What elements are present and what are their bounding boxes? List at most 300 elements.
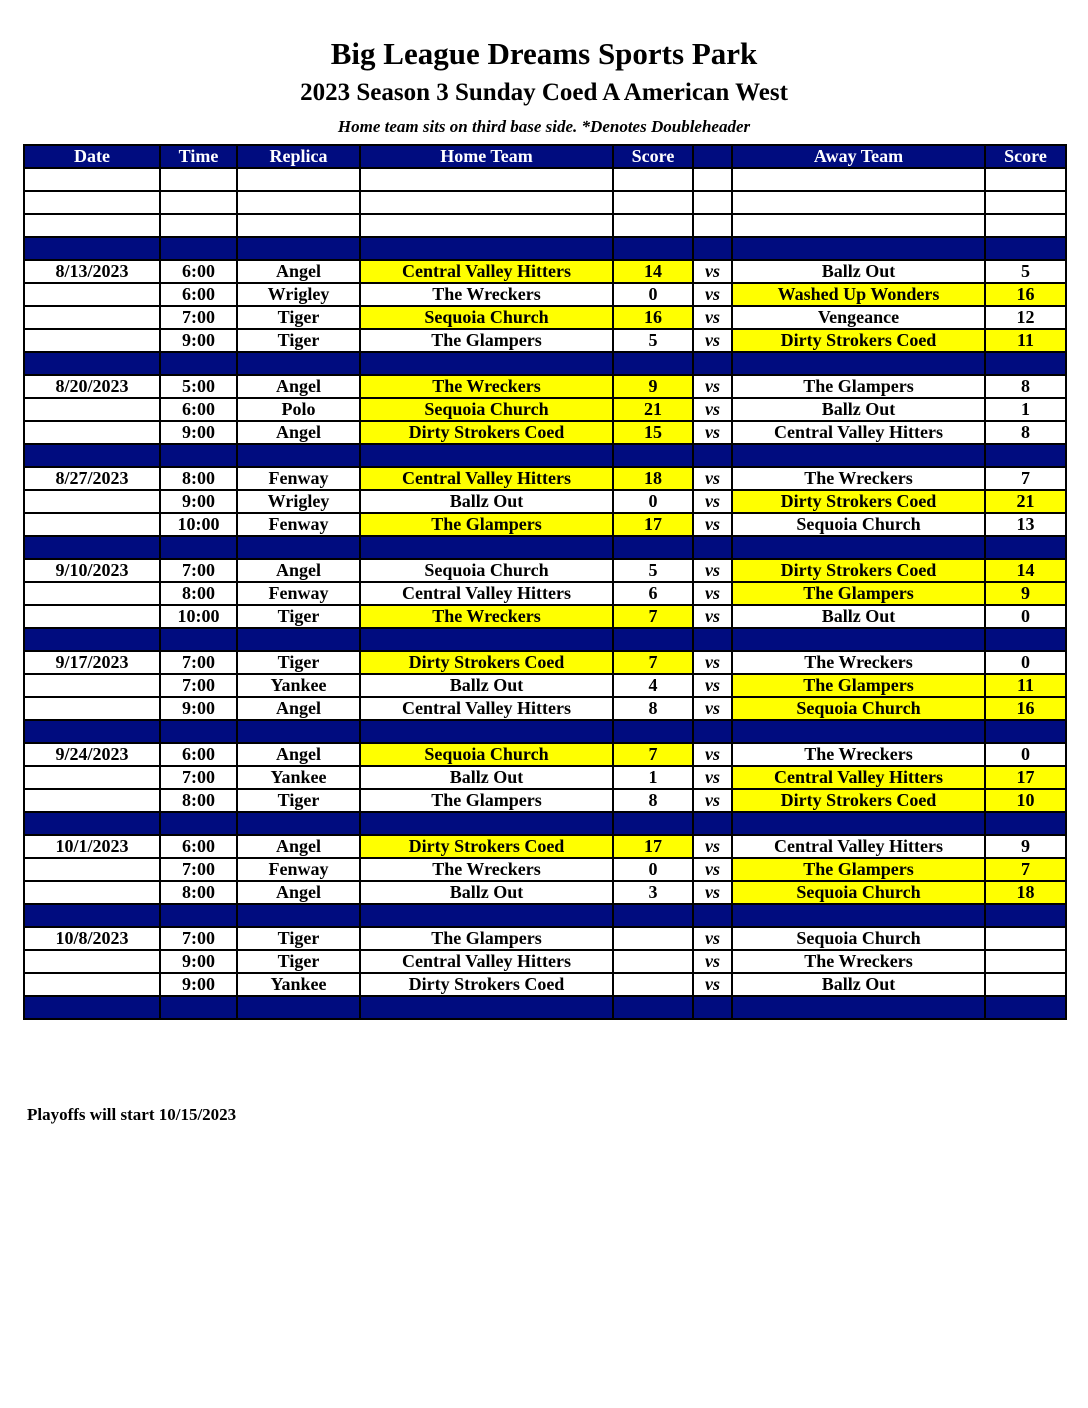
home-team: The Glampers [360, 789, 613, 812]
game-row [24, 835, 1066, 858]
home-score: 0 [613, 490, 693, 513]
col-header-date: Date [24, 145, 160, 168]
game-date [24, 605, 160, 628]
empty-cell [160, 444, 237, 467]
home-team: Ballz Out [360, 674, 613, 697]
empty-cell [360, 191, 613, 214]
vs-label: vs [693, 559, 732, 582]
empty-cell [24, 352, 160, 375]
game-row [24, 950, 1066, 973]
vs-label: vs [693, 283, 732, 306]
home-team: Sequoia Church [360, 743, 613, 766]
away-team: The Glampers [732, 858, 985, 881]
empty-cell [237, 237, 360, 260]
empty-cell [732, 214, 985, 237]
away-team: Sequoia Church [732, 513, 985, 536]
home-score: 15 [613, 421, 693, 444]
empty-cell [985, 191, 1066, 214]
empty-cell [237, 628, 360, 651]
home-score: 14 [613, 260, 693, 283]
empty-cell [237, 352, 360, 375]
away-score: 12 [985, 306, 1066, 329]
empty-cell [985, 237, 1066, 260]
vs-label: vs [693, 329, 732, 352]
empty-row [24, 191, 1066, 214]
home-score: 8 [613, 789, 693, 812]
col-header-vs [693, 145, 732, 168]
empty-cell [693, 996, 732, 1019]
page-title: Big League Dreams Sports Park [330, 36, 758, 71]
game-date [24, 973, 160, 996]
vs-label: vs [693, 651, 732, 674]
home-team: Central Valley Hitters [360, 260, 613, 283]
game-date [24, 674, 160, 697]
empty-cell [24, 444, 160, 467]
game-field: Angel [237, 260, 360, 283]
empty-cell [613, 444, 693, 467]
game-row [24, 858, 1066, 881]
empty-cell [693, 191, 732, 214]
home-score: 1 [613, 766, 693, 789]
home-score: 0 [613, 283, 693, 306]
empty-cell [985, 628, 1066, 651]
away-score: 18 [985, 881, 1066, 904]
game-date: 10/1/2023 [24, 835, 160, 858]
game-date [24, 697, 160, 720]
home-team: The Wreckers [360, 858, 613, 881]
game-row [24, 582, 1066, 605]
home-team: Central Valley Hitters [360, 950, 613, 973]
empty-cell [613, 536, 693, 559]
game-date: 10/8/2023 [24, 927, 160, 950]
empty-cell [732, 352, 985, 375]
game-row [24, 789, 1066, 812]
home-team: The Wreckers [360, 605, 613, 628]
empty-cell [360, 812, 613, 835]
away-score: 16 [985, 697, 1066, 720]
game-time: 7:00 [160, 927, 237, 950]
game-field: Fenway [237, 858, 360, 881]
game-date [24, 766, 160, 789]
away-score [985, 973, 1066, 996]
game-field: Angel [237, 743, 360, 766]
empty-cell [160, 214, 237, 237]
game-date: 9/17/2023 [24, 651, 160, 674]
empty-cell [693, 444, 732, 467]
empty-cell [985, 168, 1066, 191]
away-team: Central Valley Hitters [732, 835, 985, 858]
empty-cell [237, 720, 360, 743]
game-row [24, 467, 1066, 490]
separator-band [24, 904, 1066, 927]
empty-cell [732, 628, 985, 651]
home-team: The Wreckers [360, 283, 613, 306]
away-team: Sequoia Church [732, 927, 985, 950]
game-date [24, 398, 160, 421]
playoffs-note: Playoffs will start 10/15/2023 [27, 1105, 237, 1124]
game-date [24, 950, 160, 973]
empty-cell [160, 191, 237, 214]
away-score: 8 [985, 375, 1066, 398]
game-field: Tiger [237, 789, 360, 812]
game-field: Tiger [237, 306, 360, 329]
away-team: Dirty Strokers Coed [732, 490, 985, 513]
game-date [24, 329, 160, 352]
empty-cell [693, 536, 732, 559]
away-team: Ballz Out [732, 398, 985, 421]
game-time: 9:00 [160, 973, 237, 996]
game-field: Fenway [237, 582, 360, 605]
home-team: Central Valley Hitters [360, 697, 613, 720]
home-team: Dirty Strokers Coed [360, 421, 613, 444]
home-score: 16 [613, 306, 693, 329]
empty-cell [732, 168, 985, 191]
empty-cell [160, 237, 237, 260]
empty-cell [732, 536, 985, 559]
game-time: 6:00 [160, 398, 237, 421]
schedule-body [24, 168, 1066, 1019]
empty-cell [24, 812, 160, 835]
empty-cell [237, 812, 360, 835]
empty-cell [160, 720, 237, 743]
vs-label: vs [693, 881, 732, 904]
home-team: The Glampers [360, 513, 613, 536]
away-team: The Wreckers [732, 950, 985, 973]
empty-cell [237, 214, 360, 237]
away-team: Ballz Out [732, 605, 985, 628]
home-team: Ballz Out [360, 881, 613, 904]
empty-cell [613, 237, 693, 260]
empty-cell [160, 996, 237, 1019]
home-team: Dirty Strokers Coed [360, 835, 613, 858]
game-row [24, 651, 1066, 674]
empty-cell [732, 444, 985, 467]
empty-cell [613, 191, 693, 214]
away-score: 16 [985, 283, 1066, 306]
empty-cell [693, 628, 732, 651]
game-field: Angel [237, 375, 360, 398]
empty-cell [732, 191, 985, 214]
empty-cell [985, 352, 1066, 375]
game-row [24, 674, 1066, 697]
home-team: The Glampers [360, 329, 613, 352]
home-team: Sequoia Church [360, 306, 613, 329]
home-score: 18 [613, 467, 693, 490]
empty-cell [693, 352, 732, 375]
home-team: Central Valley Hitters [360, 582, 613, 605]
empty-cell [985, 812, 1066, 835]
game-row [24, 927, 1066, 950]
away-team: Washed Up Wonders [732, 283, 985, 306]
empty-cell [160, 812, 237, 835]
empty-cell [360, 444, 613, 467]
away-score [985, 950, 1066, 973]
game-date [24, 283, 160, 306]
vs-label: vs [693, 743, 732, 766]
vs-label: vs [693, 375, 732, 398]
home-score: 8 [613, 697, 693, 720]
away-team: The Glampers [732, 375, 985, 398]
game-field: Yankee [237, 674, 360, 697]
game-field: Tiger [237, 651, 360, 674]
game-time: 9:00 [160, 950, 237, 973]
schedule-table [23, 144, 1067, 1020]
home-team: Ballz Out [360, 766, 613, 789]
empty-cell [985, 214, 1066, 237]
separator-band [24, 536, 1066, 559]
game-time: 7:00 [160, 766, 237, 789]
home-team: The Glampers [360, 927, 613, 950]
game-date [24, 421, 160, 444]
vs-label: vs [693, 697, 732, 720]
game-row [24, 490, 1066, 513]
game-time: 7:00 [160, 651, 237, 674]
empty-cell [24, 904, 160, 927]
home-team: Sequoia Church [360, 559, 613, 582]
vs-label: vs [693, 858, 732, 881]
empty-cell [237, 904, 360, 927]
empty-cell [360, 720, 613, 743]
game-row [24, 421, 1066, 444]
game-time: 10:00 [160, 513, 237, 536]
vs-label: vs [693, 835, 732, 858]
home-team: Dirty Strokers Coed [360, 973, 613, 996]
game-row [24, 306, 1066, 329]
game-time: 9:00 [160, 697, 237, 720]
empty-cell [360, 996, 613, 1019]
empty-cell [24, 720, 160, 743]
home-score: 17 [613, 513, 693, 536]
separator-band [24, 996, 1066, 1019]
vs-label: vs [693, 605, 732, 628]
empty-cell [732, 237, 985, 260]
separator-band [24, 628, 1066, 651]
game-date [24, 789, 160, 812]
away-score: 14 [985, 559, 1066, 582]
empty-cell [360, 536, 613, 559]
separator-band [24, 237, 1066, 260]
home-score: 0 [613, 858, 693, 881]
empty-cell [160, 352, 237, 375]
away-team: The Glampers [732, 674, 985, 697]
empty-cell [24, 168, 160, 191]
empty-cell [732, 812, 985, 835]
game-row [24, 881, 1066, 904]
away-score: 21 [985, 490, 1066, 513]
empty-cell [160, 168, 237, 191]
empty-cell [237, 168, 360, 191]
separator-band [24, 352, 1066, 375]
empty-cell [160, 904, 237, 927]
empty-cell [985, 536, 1066, 559]
empty-cell [985, 720, 1066, 743]
empty-cell [237, 444, 360, 467]
game-row [24, 283, 1066, 306]
game-date [24, 306, 160, 329]
empty-cell [360, 904, 613, 927]
empty-cell [160, 536, 237, 559]
empty-cell [732, 904, 985, 927]
vs-label: vs [693, 766, 732, 789]
separator-band [24, 444, 1066, 467]
empty-cell [693, 214, 732, 237]
empty-cell [360, 237, 613, 260]
game-field: Wrigley [237, 283, 360, 306]
empty-cell [693, 237, 732, 260]
empty-cell [237, 996, 360, 1019]
vs-label: vs [693, 306, 732, 329]
game-field: Tiger [237, 329, 360, 352]
col-header-home-team: Home Team [360, 145, 613, 168]
away-score: 7 [985, 467, 1066, 490]
home-score: 21 [613, 398, 693, 421]
col-header-time: Time [160, 145, 237, 168]
empty-cell [24, 214, 160, 237]
empty-cell [613, 812, 693, 835]
away-team: Central Valley Hitters [732, 421, 985, 444]
empty-cell [613, 214, 693, 237]
game-date: 9/24/2023 [24, 743, 160, 766]
home-team: Ballz Out [360, 490, 613, 513]
game-date: 8/20/2023 [24, 375, 160, 398]
vs-label: vs [693, 789, 732, 812]
game-field: Angel [237, 697, 360, 720]
home-score: 6 [613, 582, 693, 605]
game-time: 8:00 [160, 467, 237, 490]
game-row [24, 329, 1066, 352]
empty-cell [732, 720, 985, 743]
home-team: Dirty Strokers Coed [360, 651, 613, 674]
separator-band [24, 720, 1066, 743]
home-score: 7 [613, 651, 693, 674]
game-row [24, 375, 1066, 398]
empty-cell [24, 996, 160, 1019]
game-date [24, 582, 160, 605]
empty-cell [24, 536, 160, 559]
vs-label: vs [693, 674, 732, 697]
game-row [24, 697, 1066, 720]
away-score: 11 [985, 329, 1066, 352]
home-score: 4 [613, 674, 693, 697]
game-time: 7:00 [160, 559, 237, 582]
game-field: Fenway [237, 513, 360, 536]
game-row [24, 513, 1066, 536]
empty-cell [360, 352, 613, 375]
game-date: 8/13/2023 [24, 260, 160, 283]
empty-cell [732, 996, 985, 1019]
header-row [24, 145, 1066, 168]
game-time: 6:00 [160, 743, 237, 766]
vs-label: vs [693, 582, 732, 605]
empty-cell [360, 214, 613, 237]
away-team: The Wreckers [732, 651, 985, 674]
game-time: 7:00 [160, 306, 237, 329]
game-field: Wrigley [237, 490, 360, 513]
game-field: Angel [237, 421, 360, 444]
game-time: 8:00 [160, 582, 237, 605]
away-team: Ballz Out [732, 973, 985, 996]
away-team: Dirty Strokers Coed [732, 559, 985, 582]
away-score: 13 [985, 513, 1066, 536]
vs-label: vs [693, 927, 732, 950]
game-field: Yankee [237, 973, 360, 996]
game-time: 8:00 [160, 789, 237, 812]
game-field: Yankee [237, 766, 360, 789]
away-score: 7 [985, 858, 1066, 881]
away-score [985, 927, 1066, 950]
vs-label: vs [693, 398, 732, 421]
separator-band [24, 812, 1066, 835]
vs-label: vs [693, 421, 732, 444]
game-row [24, 973, 1066, 996]
empty-cell [613, 352, 693, 375]
home-team: Sequoia Church [360, 398, 613, 421]
game-row [24, 559, 1066, 582]
vs-label: vs [693, 973, 732, 996]
away-team: The Wreckers [732, 743, 985, 766]
game-time: 6:00 [160, 283, 237, 306]
empty-cell [613, 904, 693, 927]
game-row [24, 260, 1066, 283]
away-score: 0 [985, 743, 1066, 766]
empty-cell [360, 168, 613, 191]
col-header-home-score: Score [613, 145, 693, 168]
away-team: The Wreckers [732, 467, 985, 490]
vs-label: vs [693, 490, 732, 513]
away-team: Dirty Strokers Coed [732, 329, 985, 352]
away-team: Vengeance [732, 306, 985, 329]
away-team: The Glampers [732, 582, 985, 605]
game-field: Angel [237, 881, 360, 904]
away-score: 8 [985, 421, 1066, 444]
schedule-note: Home team sits on third base side. *Denotes Doubleheader [337, 117, 751, 136]
game-date [24, 513, 160, 536]
empty-cell [693, 812, 732, 835]
col-header-away-team: Away Team [732, 145, 985, 168]
home-score: 9 [613, 375, 693, 398]
home-score [613, 950, 693, 973]
game-time: 10:00 [160, 605, 237, 628]
game-time: 9:00 [160, 329, 237, 352]
home-score [613, 927, 693, 950]
away-score: 0 [985, 605, 1066, 628]
empty-cell [360, 628, 613, 651]
home-score: 7 [613, 605, 693, 628]
vs-label: vs [693, 950, 732, 973]
away-score: 11 [985, 674, 1066, 697]
away-team: Dirty Strokers Coed [732, 789, 985, 812]
game-field: Polo [237, 398, 360, 421]
empty-cell [693, 904, 732, 927]
empty-cell [613, 720, 693, 743]
vs-label: vs [693, 513, 732, 536]
home-score [613, 973, 693, 996]
game-time: 6:00 [160, 835, 237, 858]
col-header-away-score: Score [985, 145, 1066, 168]
empty-cell [693, 720, 732, 743]
col-header-replica: Replica [237, 145, 360, 168]
away-team: Sequoia Church [732, 881, 985, 904]
away-score: 0 [985, 651, 1066, 674]
empty-cell [160, 628, 237, 651]
empty-cell [985, 996, 1066, 1019]
home-score: 5 [613, 559, 693, 582]
home-score: 3 [613, 881, 693, 904]
game-time: 9:00 [160, 421, 237, 444]
game-row [24, 398, 1066, 421]
page-subtitle: 2023 Season 3 Sunday Coed A American West [300, 79, 788, 106]
away-score: 9 [985, 835, 1066, 858]
